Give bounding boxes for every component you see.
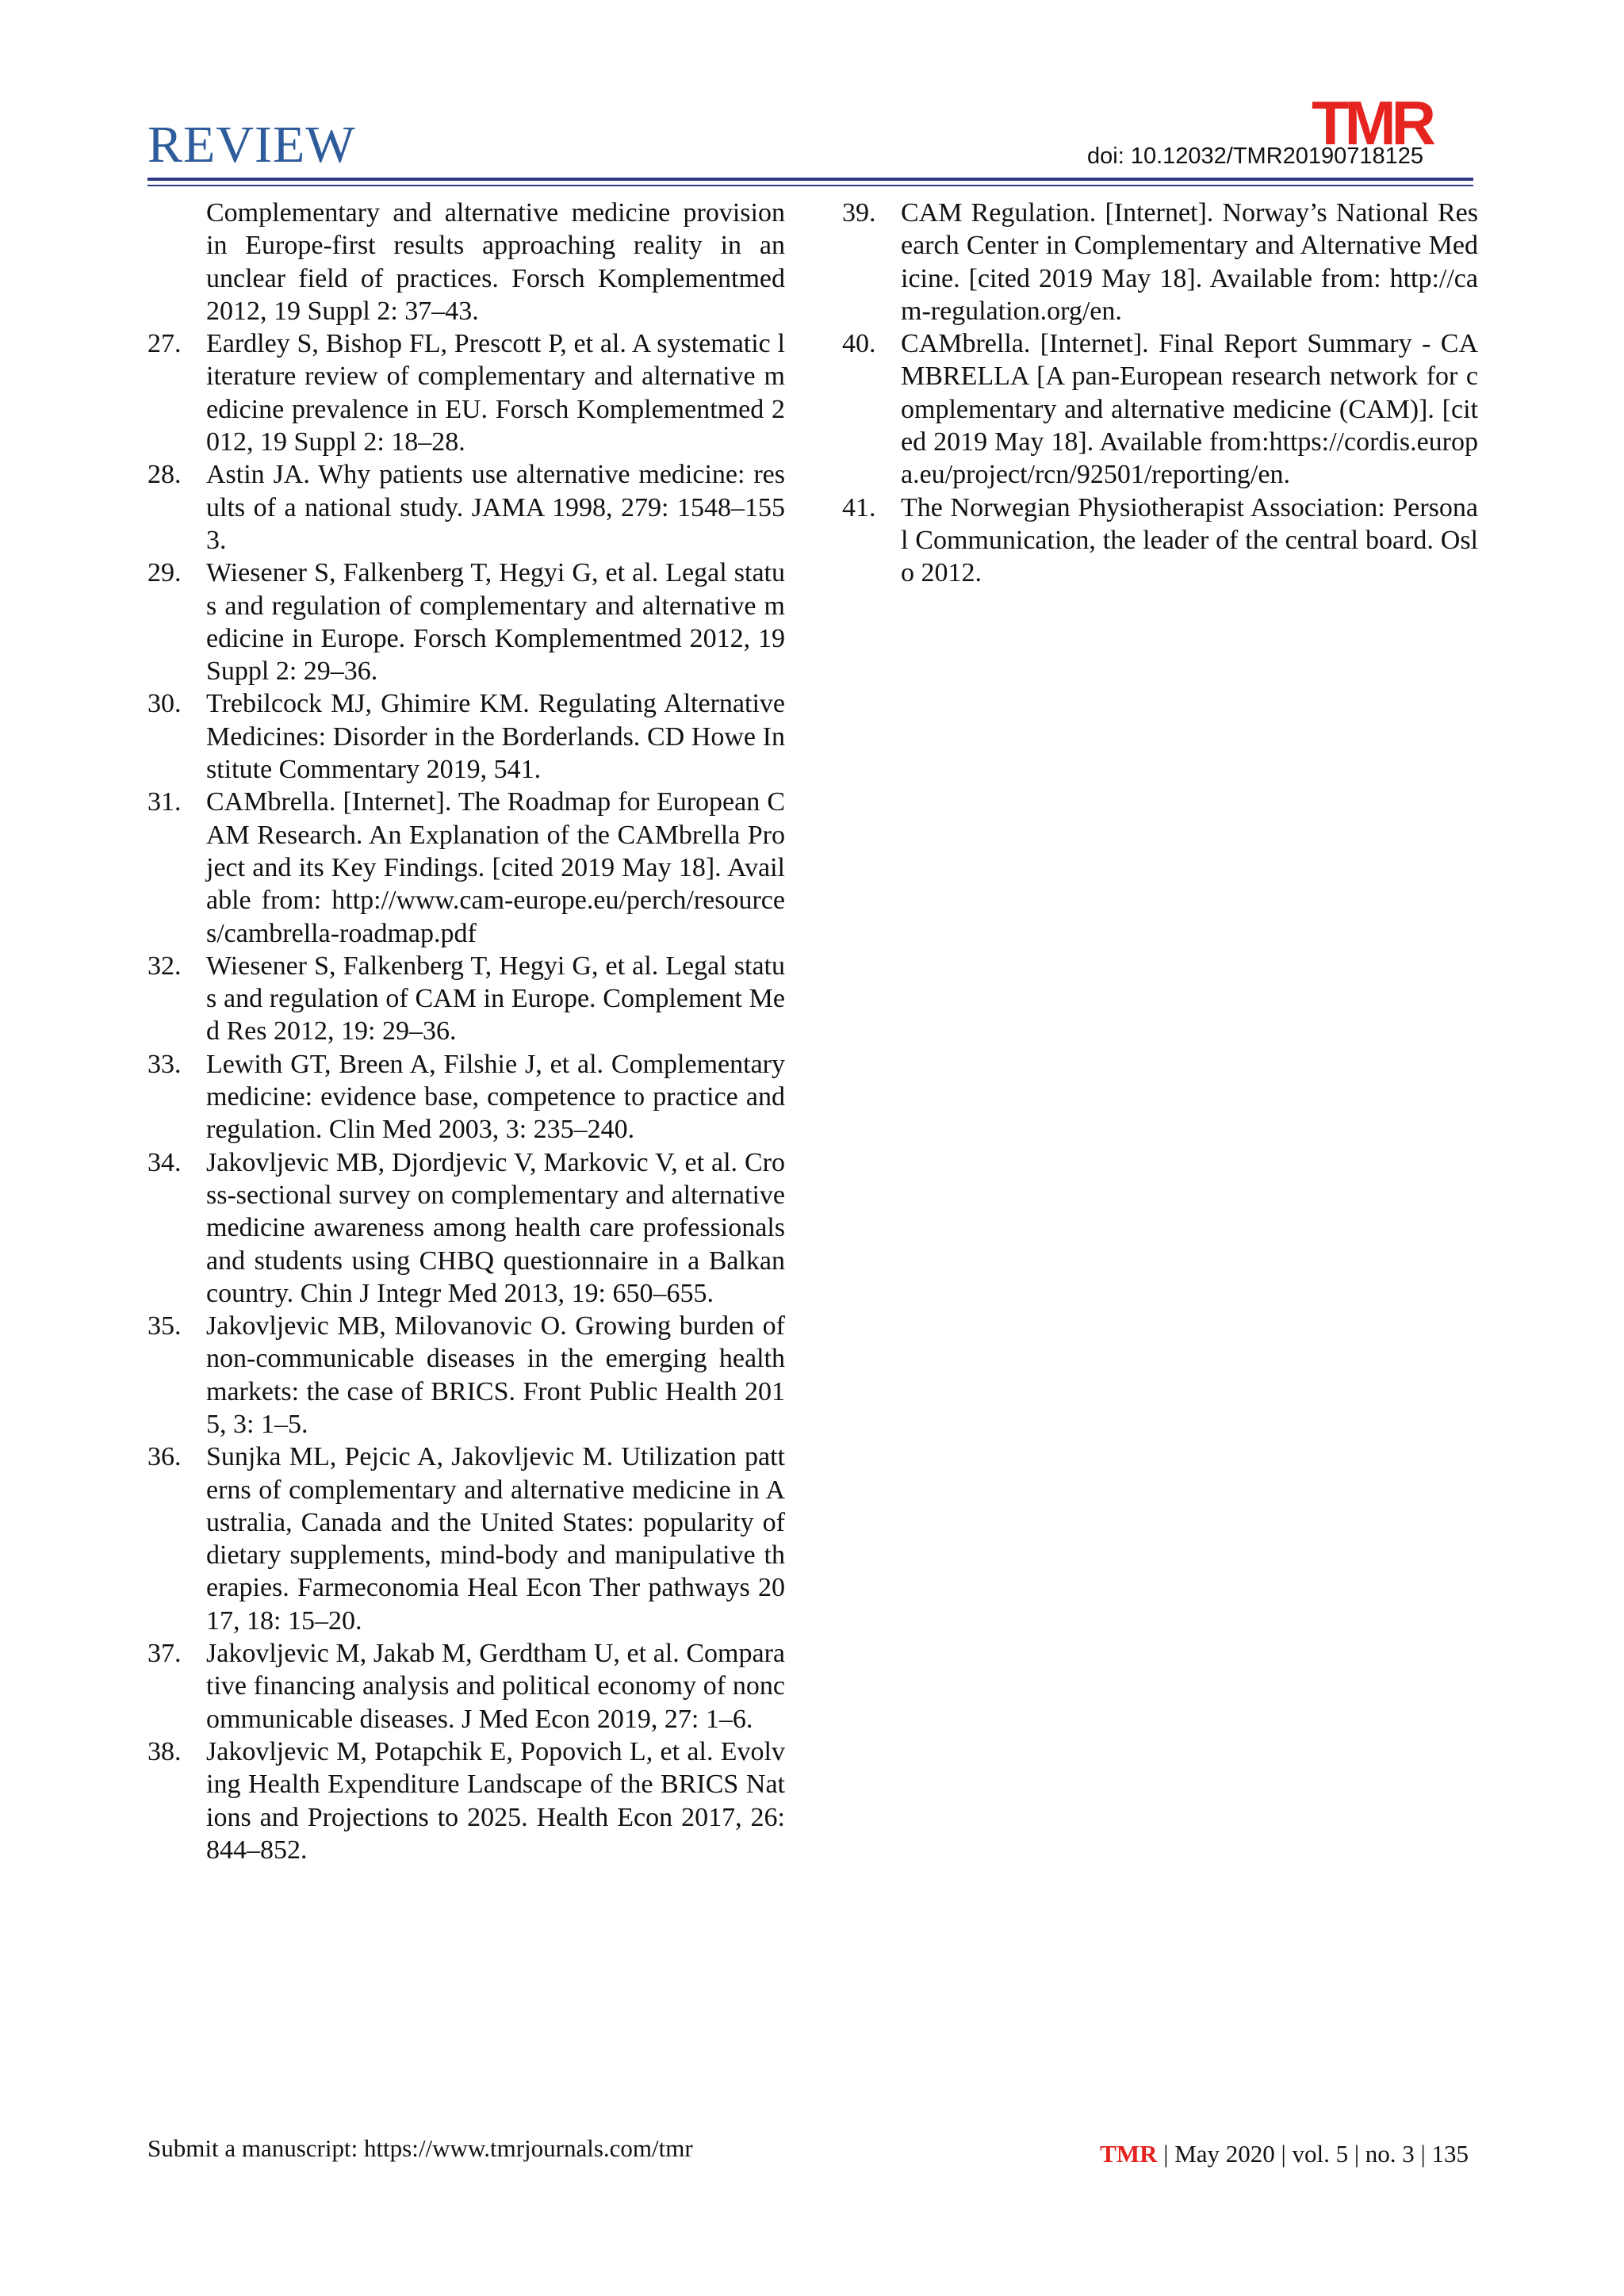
reference-text: Trebilcock MJ, Ghimire KM. Regulating Alternative Medicines: Disorder in the Borderlands. CD Howe Institute Commentary 2019, 541. <box>206 689 785 785</box>
reference-text: The Norwegian Physiotherapist Association: Personal Communication, the leader of the central board. Oslo 2012. <box>901 492 1478 588</box>
reference-item <box>842 492 1478 590</box>
reference-text: CAMbrella. [Internet]. Final Report Summary - CAMBRELLA [A pan-European research network for complementary and alternative medicine (CAM)]. [cited 2019 May 18]. Available from:https://cordis.europa.eu/project/rcn/92501/reporting/en. <box>901 329 1478 490</box>
page-footer-info <box>1100 2141 1469 2166</box>
reference-item <box>147 1146 785 1310</box>
reference-number: 34. <box>147 1147 182 1177</box>
reference-item <box>147 786 785 949</box>
reference-number: 31. <box>147 787 182 817</box>
reference-text: Lewith GT, Breen A, Filshie J, et al. Complementary medicine: evidence base, competence to practice and regulation. Clin Med 2003, 3: 235–240. <box>206 1049 785 1145</box>
reference-text: Jakovljevic MB, Milovanovic O. Growing burden of non-communicable diseases in the emerging health markets: the case of BRICS. Front Public Health 2015, 3: 1–5. <box>206 1311 785 1439</box>
reference-text: Jakovljevic M, Potapchik E, Popovich L, et al. Evolving Health Expenditure Landscape of the BRICS Nations and Projections to 2025. Health Econ 2017, 26: 844–852. <box>206 1736 785 1865</box>
doi-label: doi: 10.12032/TMR20190718125 <box>1087 144 1424 169</box>
footer-journal-name: TMR <box>1100 2140 1158 2168</box>
reference-text: Astin JA. Why patients use alternative medicine: results of a national study. JAMA 1998, 279: 1548–1553. <box>206 460 785 555</box>
section-title: REVIEW <box>147 116 356 174</box>
reference-number: 39. <box>842 198 876 228</box>
reference-item <box>147 1048 785 1146</box>
journal-logo: TMR <box>1312 88 1431 158</box>
reference-item <box>147 458 785 557</box>
reference-number: 41. <box>842 492 876 522</box>
reference-number: 28. <box>147 460 182 490</box>
footer-issue-info: | May 2020 | vol. 5 | no. 3 | 135 <box>1157 2140 1469 2168</box>
reference-text: Sunjka ML, Pejcic A, Jakovljevic M. Utilization patterns of complementary and alternative medicine in Australia, Canada and the United States: popularity of dietary supplements, mind-body and manipulative therapies. Farmeconomia Heal Econ Ther pathways 2017, 18: 15–20. <box>206 1442 785 1636</box>
reference-text: Jakovljevic MB, Djordjevic V, Markovic V, et al. Cross-sectional survey on complementary and alternative medicine awareness among health care professionals and students using CHBQ questionnaire in a Balkan country. Chin J Integr Med 2013, 19: 650–655. <box>206 1147 785 1308</box>
reference-text: CAM Regulation. [Internet]. Norway’s National Research Center in Complementary and Alternative Medicine. [cited 2019 May 18]. Available from: http://cam-regulation.org/en. <box>901 198 1478 326</box>
reference-item <box>147 327 785 458</box>
reference-number: 35. <box>147 1311 182 1341</box>
references-left-column <box>147 197 785 1866</box>
reference-item <box>147 1637 785 1735</box>
reference-number: 27. <box>147 329 182 359</box>
references-right-column <box>842 197 1478 590</box>
reference-item <box>147 687 785 786</box>
reference-item <box>147 1310 785 1441</box>
reference-item <box>147 950 785 1048</box>
header-rule-thin <box>147 185 1473 186</box>
reference-list-left <box>147 327 785 1866</box>
reference-item <box>842 327 1478 491</box>
reference-number: 37. <box>147 1639 182 1669</box>
reference-item <box>842 197 1478 327</box>
reference-item <box>147 1735 785 1866</box>
reference-list-right <box>842 197 1478 590</box>
reference-number: 29. <box>147 558 182 588</box>
reference-text: Jakovljevic M, Jakab M, Gerdtham U, et al. Comparative financing analysis and political economy of noncommunicable diseases. J Med Econ 2019, 27: 1–6. <box>206 1639 785 1734</box>
reference-text: Eardley S, Bishop FL, Prescott P, et al. A systematic literature review of complementary and alternative medicine prevalence in EU. Forsch Komplementmed 2012, 19 Suppl 2: 18–28. <box>206 329 785 457</box>
reference-number: 40. <box>842 329 876 359</box>
reference-item <box>147 1441 785 1637</box>
reference-text: CAMbrella. [Internet]. The Roadmap for European CAM Research. An Explanation of the CAMbrella Project and its Key Findings. [cited 2019 May 18]. Available from: http://www.cam-europe.eu/perch/resources/cambrella-roadmap.pdf <box>206 787 785 948</box>
reference-number: 32. <box>147 951 182 981</box>
reference-text: Wiesener S, Falkenberg T, Hegyi G, et al. Legal status and regulation of CAM in Europe. Complement Med Res 2012, 19: 29–36. <box>206 951 785 1047</box>
header-rule-thick <box>147 178 1473 181</box>
reference-item <box>147 557 785 687</box>
reference-number: 36. <box>147 1442 182 1472</box>
reference-text: Wiesener S, Falkenberg T, Hegyi G, et al. Legal status and regulation of complementary and alternative medicine in Europe. Forsch Komplementmed 2012, 19 Suppl 2: 29–36. <box>206 558 785 687</box>
reference-number: 33. <box>147 1049 182 1079</box>
submit-manuscript-link[interactable]: Submit a manuscript: https://www.tmrjournals.com/tmr <box>147 2134 693 2162</box>
reference-number: 30. <box>147 689 182 719</box>
reference-continued: Complementary and alternative medicine provision in Europe-first results approaching reality in an unclear field of practices. Forsch Komplementmed 2012, 19 Suppl 2: 37–43. <box>206 198 785 326</box>
reference-number: 38. <box>147 1736 182 1766</box>
